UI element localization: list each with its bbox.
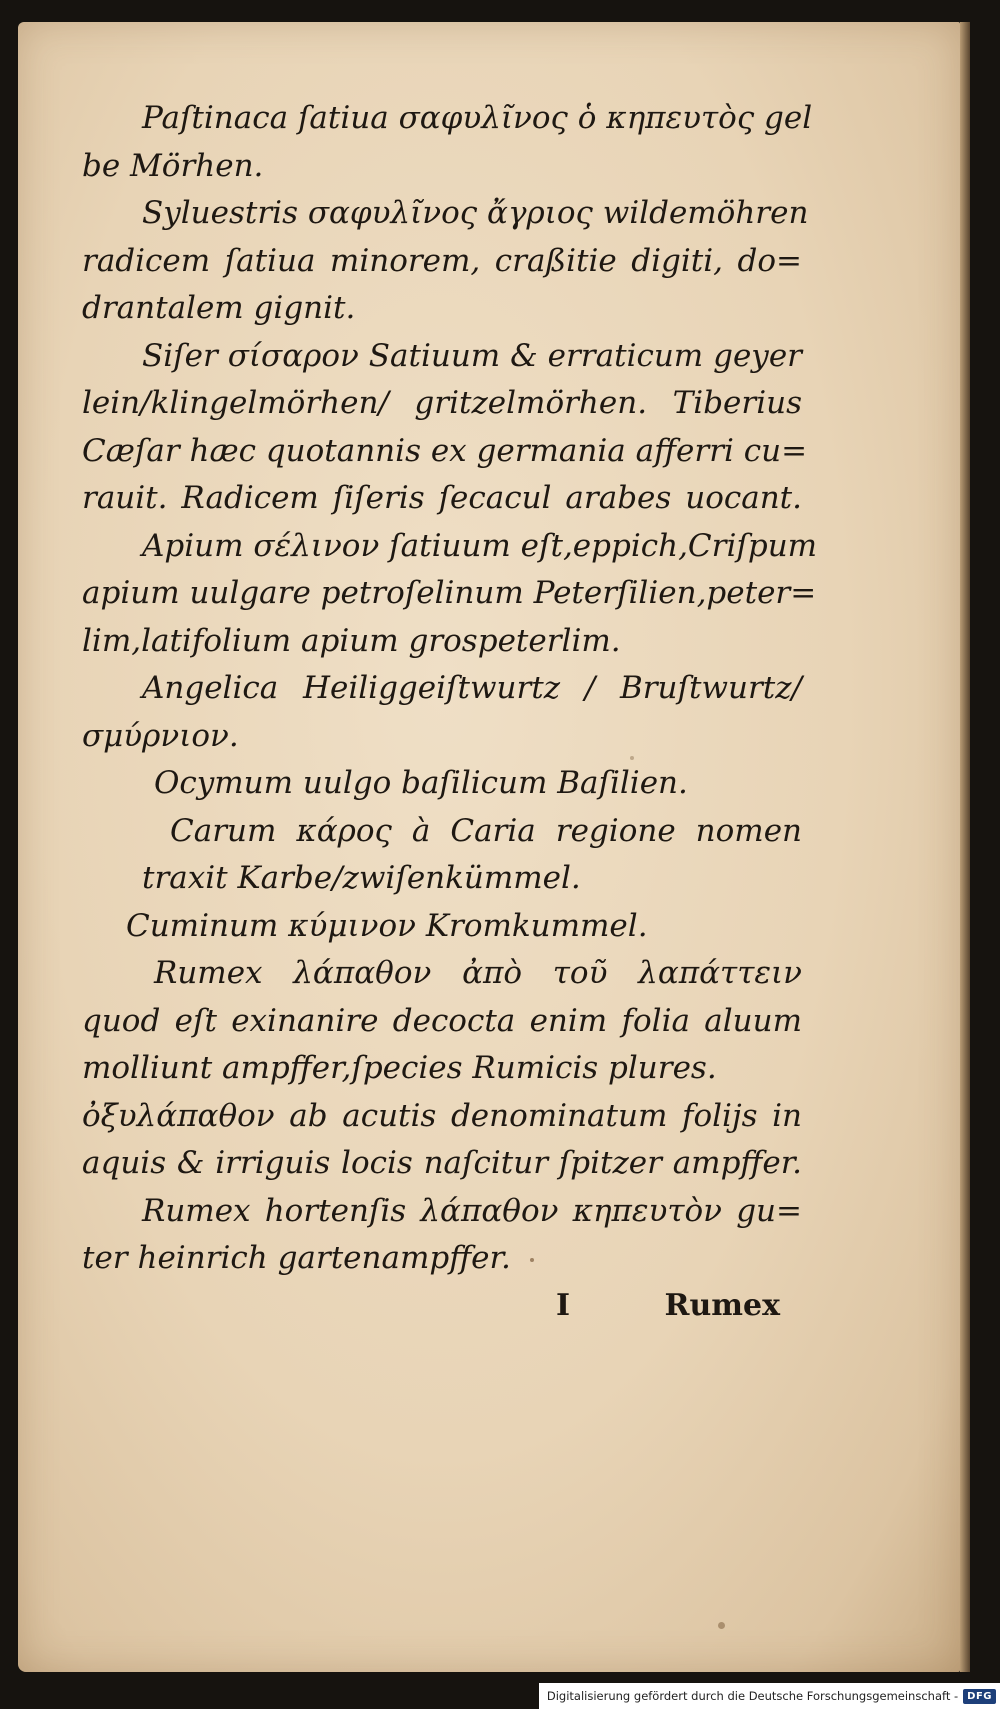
text-line: Angelica Heiliggeiſtwurtz / Bruſtwurtz/: [142, 670, 802, 706]
text-line: lim,latifolium apium grospeterlim.: [82, 622, 621, 659]
text-line: rauit. Radicem ſiſeris ſecacul arabes uocant.: [82, 480, 802, 516]
page-text: [82, 95, 818, 1283]
text-line: Cæſar hæc quotannis ex germania afferri cu=: [82, 432, 808, 469]
text-line: Siſer σίσαρον Satiuum & erraticum geyer: [142, 337, 802, 374]
funding-note: Digitalisierung gefördert durch die Deutsche Forschungsgemeinschaft -: [546, 1689, 959, 1703]
ink-speck: [630, 756, 634, 760]
text-line: drantalem gignit.: [82, 290, 356, 326]
text-line: Rumex hortenſis λάπαθον κηπευτὸν gu=: [142, 1192, 802, 1229]
catchword: Rumex: [664, 1288, 780, 1323]
text-line: Ocymum uulgo baſilicum Baſilien.: [154, 765, 688, 801]
text-line: molliunt ampffer,ſpecies Rumicis plures.: [82, 1050, 717, 1086]
text-line: Cuminum κύμινον Kromkummel.: [126, 907, 648, 944]
text-line: Paſtinaca ſatiua σαφυλῖνος ὁ κηπευτὸς gel: [142, 100, 813, 136]
text-line: Syluestris σαφυλῖνος ἄγριος wildemöhren: [142, 195, 809, 231]
text-line: Apium σέλινον ſatiuum eſt,eppich,Criſpum: [142, 527, 818, 564]
ink-speck: [530, 1258, 534, 1262]
text-line: traxit Karbe/zwiſenkümmel.: [142, 860, 581, 896]
text-line: radicem ſatiua minorem, craßitie digiti, do=: [82, 242, 802, 279]
text-line: apium uulgare petroſelinum Peterſilien,peter=: [82, 575, 817, 611]
text-line: Carum κάρος à Caria regione nomen: [170, 812, 802, 849]
text-line: ter heinrich gartenampffer.: [82, 1240, 511, 1276]
text-line: Rumex λάπαθον ἀπὸ τοῦ λαπάττειν: [154, 955, 802, 991]
text-line: σμύρνιον.: [82, 717, 239, 754]
text-line: aquis & irriguis locis naſcitur ſpitzer ampffer.: [82, 1145, 802, 1181]
text-line: quod eſt exinanire decocta enim folia aluum: [82, 1002, 802, 1039]
ink-speck: [718, 1622, 725, 1629]
text-line: lein/klingelmörhen/ gritzelmörhen. Tiberius: [82, 385, 802, 421]
text-line: be Mörhen.: [82, 147, 264, 184]
digitization-banner: [539, 1683, 1000, 1709]
signature-mark: I: [556, 1288, 571, 1323]
dfg-logo: DFG: [963, 1689, 996, 1704]
text-line: ὀξυλάπαθον ab acutis denominatum folijs in: [82, 1097, 802, 1134]
page-edge: [960, 22, 970, 1672]
